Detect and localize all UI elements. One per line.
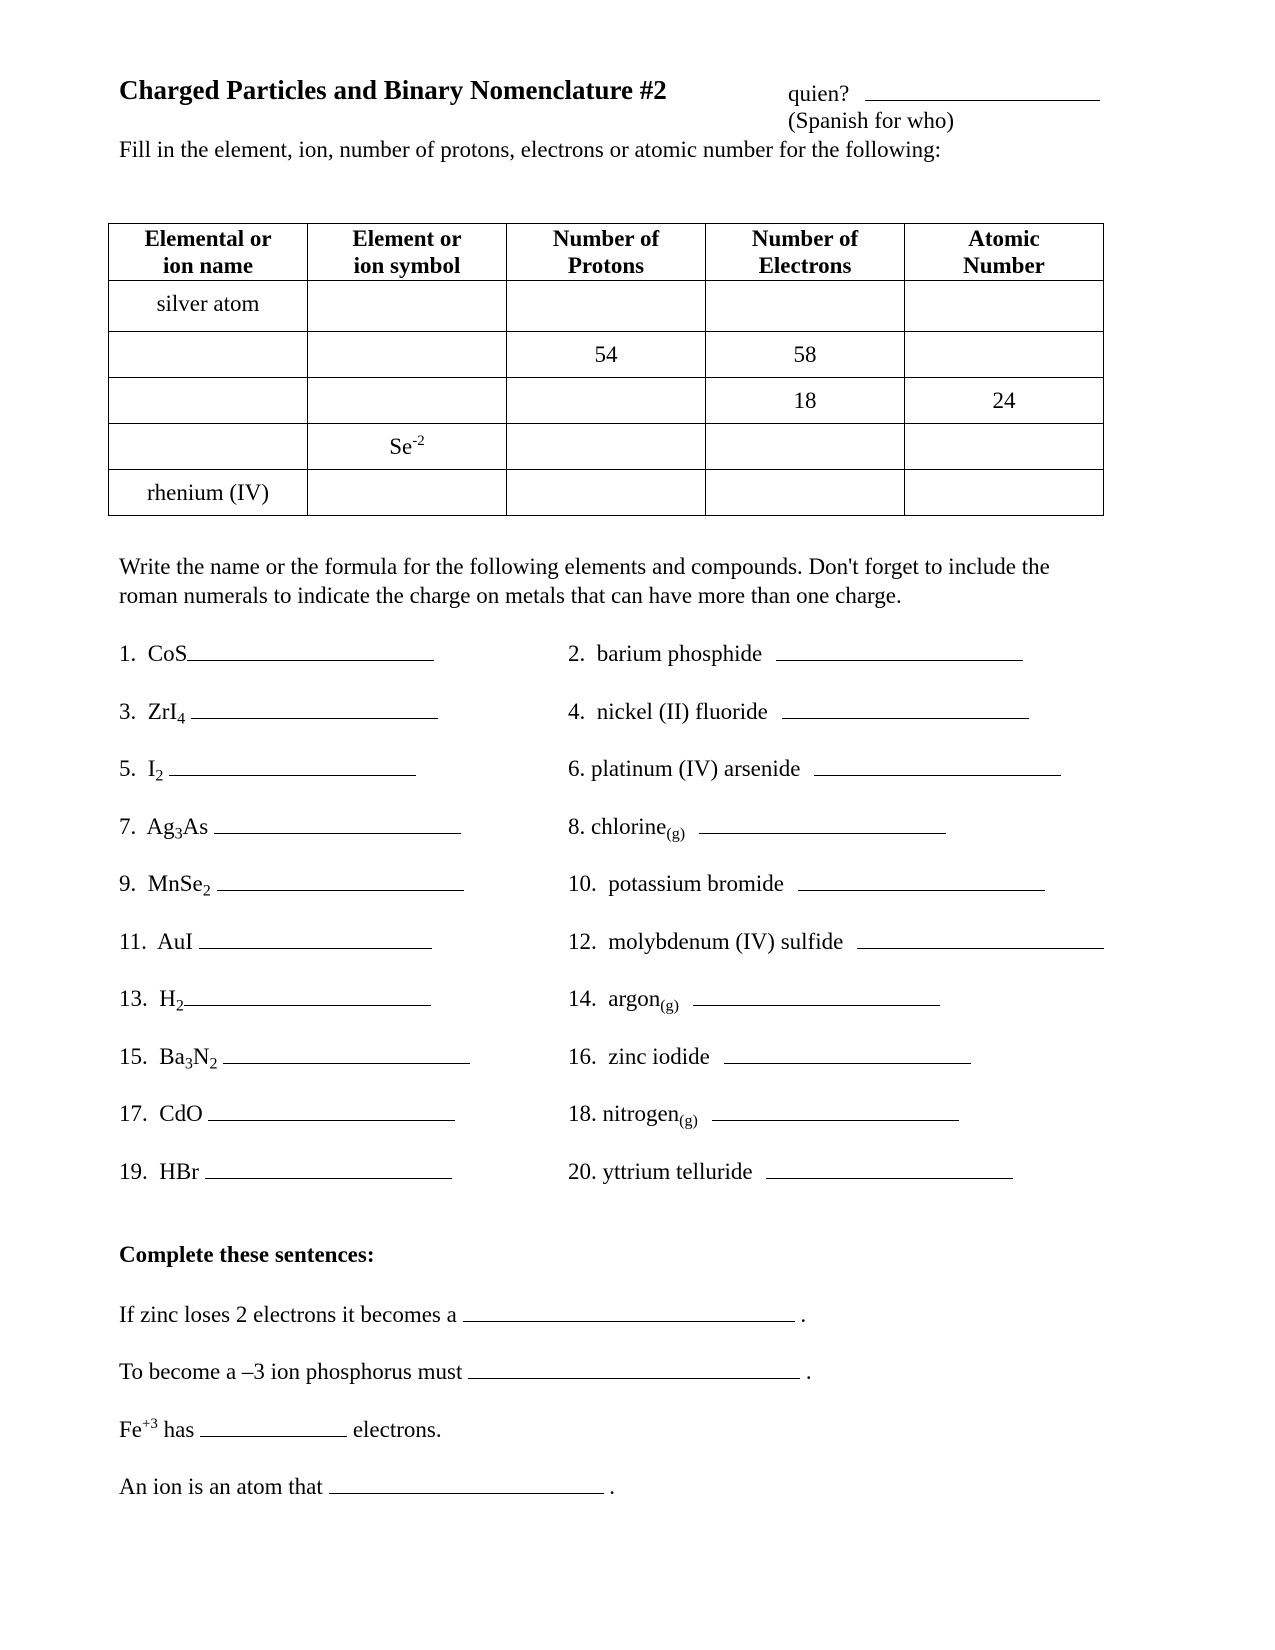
particle-table <box>108 223 1104 516</box>
problem-1: 1. CoS <box>119 638 434 667</box>
table-row <box>109 424 1104 470</box>
table-cell: 54 <box>507 332 706 378</box>
table-cell[interactable] <box>507 378 706 424</box>
table-cell[interactable] <box>706 281 905 332</box>
table-row <box>109 378 1104 424</box>
table-row <box>109 470 1104 516</box>
header-name: Elemental or ion name <box>109 224 308 281</box>
answer-line[interactable] <box>712 1098 959 1121</box>
table-cell: 24 <box>905 378 1104 424</box>
quien-answer-line[interactable] <box>865 78 1100 101</box>
table-cell[interactable] <box>109 378 308 424</box>
header-atomic-number: Atomic Number <box>905 224 1104 281</box>
table-cell[interactable] <box>905 281 1104 332</box>
answer-line[interactable] <box>200 1414 347 1437</box>
problem-19: 19. HBr <box>119 1156 452 1185</box>
problem-20: 20. yttrium telluride <box>568 1156 1013 1185</box>
table-cell[interactable] <box>905 424 1104 470</box>
answer-line[interactable] <box>814 753 1061 776</box>
table-cell[interactable] <box>109 424 308 470</box>
header-electrons: Number of Electrons <box>706 224 905 281</box>
table-cell[interactable] <box>507 281 706 332</box>
problem-4: 4. nickel (II) fluoride <box>568 696 1029 725</box>
answer-line[interactable] <box>857 926 1104 949</box>
problem-14: 14. argon$_{(g)}$ <box>568 983 940 1012</box>
answer-line[interactable] <box>468 1356 800 1379</box>
table-cell[interactable] <box>308 281 507 332</box>
answer-line[interactable] <box>693 983 940 1006</box>
instructions-nomenclature-1: Write the name or the formula for the following elements and compounds. Don't forget to include the <box>119 554 1050 579</box>
sentence-1: If zinc loses 2 electrons it becomes a . <box>119 1299 806 1328</box>
quien-field <box>788 78 1100 107</box>
table-cell[interactable] <box>706 424 905 470</box>
answer-line[interactable] <box>187 638 434 661</box>
sentence-4: An ion is an atom that . <box>119 1471 615 1500</box>
page-title: Charged Particles and Binary Nomenclature #2 <box>119 75 667 105</box>
answer-line[interactable] <box>217 868 464 891</box>
problem-9: 9. MnSe$_2$ <box>119 868 464 897</box>
table-cell: $Se^{-2}$ <box>308 424 507 470</box>
answer-line[interactable] <box>169 753 416 776</box>
problem-7: 7. $Ag_3As$ <box>119 811 461 840</box>
sentences-heading: Complete these sentences: <box>119 1242 375 1267</box>
problem-18: 18. nitrogen$_{(g)}$ <box>568 1098 959 1127</box>
table-row <box>109 281 1104 332</box>
table-cell[interactable] <box>308 470 507 516</box>
header-protons: Number of Protons <box>507 224 706 281</box>
answer-line[interactable] <box>782 696 1029 719</box>
answer-line[interactable] <box>724 1041 971 1064</box>
table-row <box>109 332 1104 378</box>
problem-2: 2. barium phosphide <box>568 638 1023 667</box>
instructions-nomenclature-2: roman numerals to indicate the charge on metals that can have more than one charge. <box>119 583 902 608</box>
table-header-row <box>109 224 1104 281</box>
answer-line[interactable] <box>798 868 1045 891</box>
sentence-3: $Fe^{+3}$ has electrons. <box>119 1415 442 1442</box>
answer-line[interactable] <box>214 811 461 834</box>
problem-8: 8. chlorine$_{(g)}$ <box>568 811 946 840</box>
instructions-table: Fill in the element, ion, number of protons, electrons or atomic number for the following: <box>119 137 942 162</box>
answer-line[interactable] <box>463 1299 795 1322</box>
answer-line[interactable] <box>191 696 438 719</box>
table-cell[interactable] <box>905 470 1104 516</box>
sentence-2: To become a –3 ion phosphorus must . <box>119 1356 812 1385</box>
answer-line[interactable] <box>199 926 432 949</box>
problem-17: 17. CdO <box>119 1098 455 1127</box>
problem-10: 10. potassium bromide <box>568 868 1045 897</box>
table-cell[interactable] <box>308 332 507 378</box>
problem-11: 11. AuI <box>119 926 432 955</box>
table-cell[interactable] <box>507 470 706 516</box>
answer-line[interactable] <box>208 1098 455 1121</box>
header-symbol: Element or ion symbol <box>308 224 507 281</box>
table-cell: 18 <box>706 378 905 424</box>
table-cell[interactable] <box>905 332 1104 378</box>
table-cell[interactable] <box>109 332 308 378</box>
quien-note: (Spanish for who) <box>788 108 955 133</box>
problem-5: 5. $I_2$ <box>119 753 416 782</box>
problem-6: 6. platinum (IV) arsenide <box>568 753 1061 782</box>
problem-13: 13. $H_2$ <box>119 983 431 1012</box>
answer-line[interactable] <box>699 811 946 834</box>
quien-label: quien? <box>788 80 850 106</box>
answer-line[interactable] <box>223 1041 470 1064</box>
answer-line[interactable] <box>329 1471 604 1494</box>
answer-line[interactable] <box>205 1156 452 1179</box>
answer-line[interactable] <box>184 983 431 1006</box>
table-cell[interactable] <box>308 378 507 424</box>
se-charge: -2 <box>412 432 425 449</box>
problem-15: 15. $Ba_3N_2$ <box>119 1041 470 1070</box>
answer-line[interactable] <box>776 638 1023 661</box>
problem-3: 3. ZrI$_4$ <box>119 696 438 725</box>
table-cell[interactable] <box>706 470 905 516</box>
table-cell: silver atom <box>109 281 308 332</box>
table-cell: 58 <box>706 332 905 378</box>
problem-12: 12. molybdenum (IV) sulfide <box>568 926 1104 955</box>
table-cell: rhenium (IV) <box>109 470 308 516</box>
problem-16: 16. zinc iodide <box>568 1041 971 1070</box>
table-cell[interactable] <box>507 424 706 470</box>
answer-line[interactable] <box>766 1156 1013 1179</box>
